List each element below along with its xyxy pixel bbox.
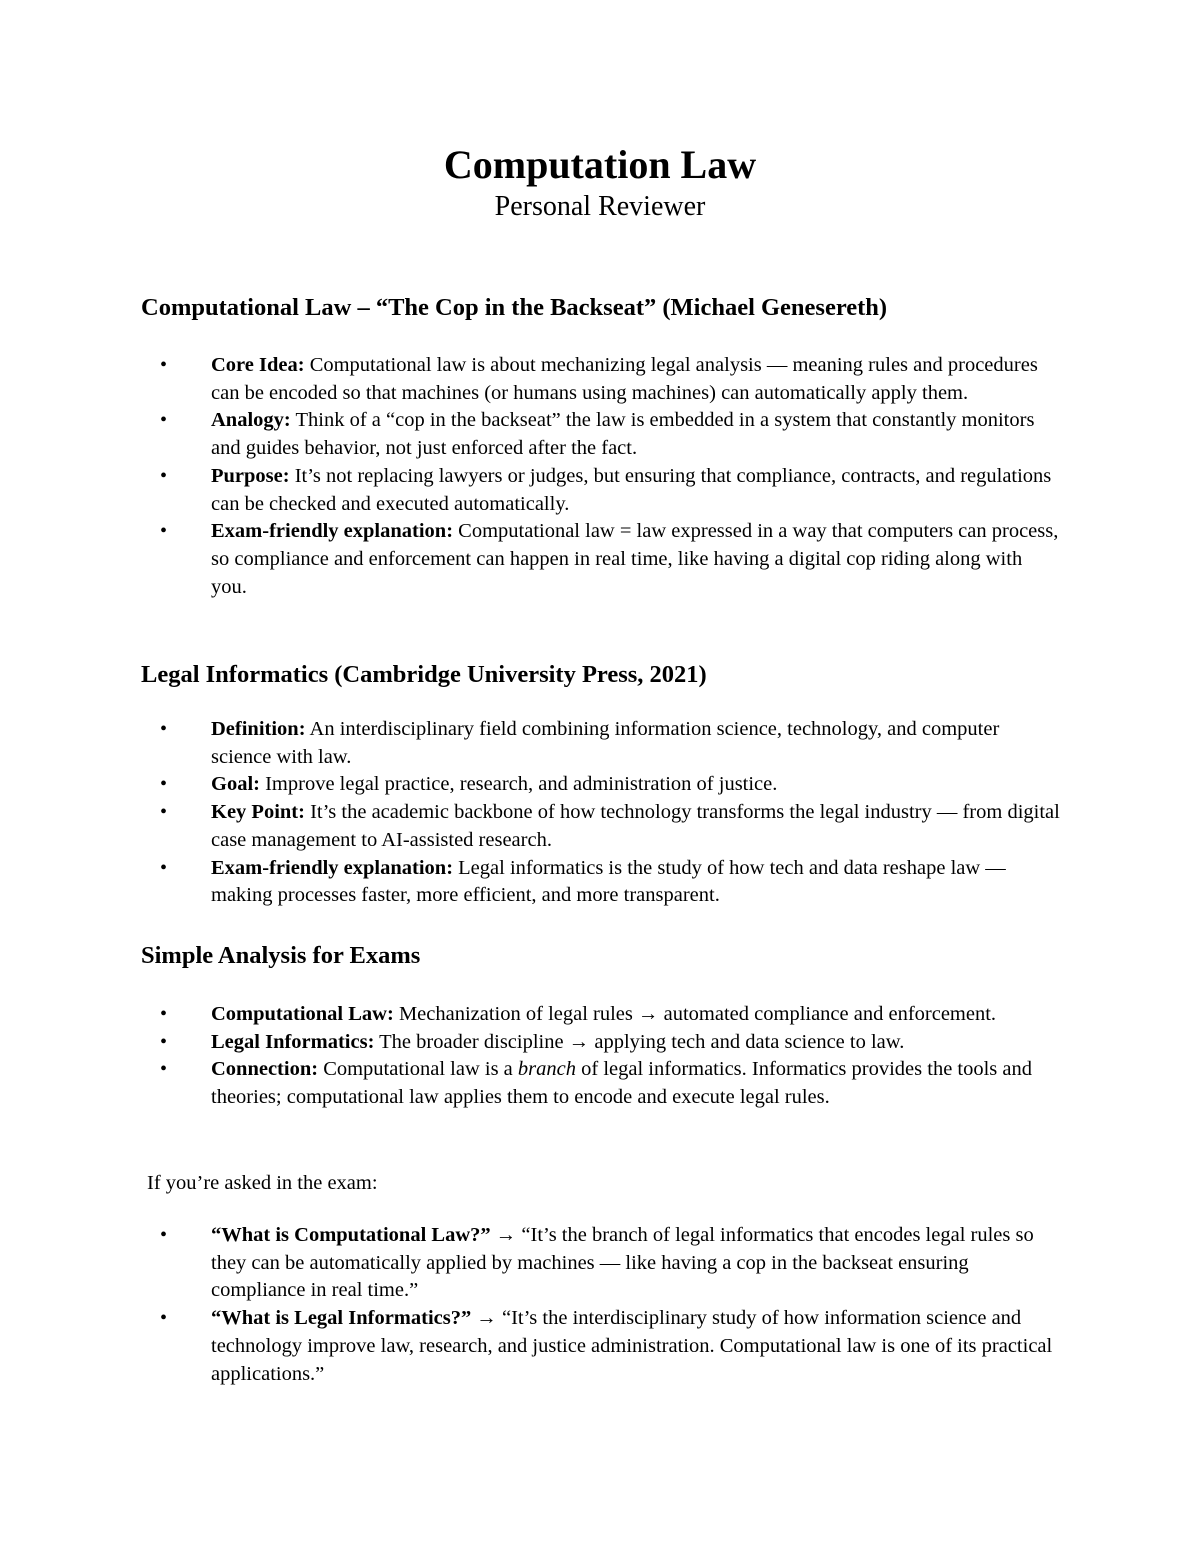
list-item bbox=[0, 799, 1061, 854]
exam-questions-list bbox=[0, 1222, 1200, 1388]
item-label: Exam-friendly explanation: bbox=[211, 856, 454, 879]
item-text-before: Computational law is a bbox=[318, 1058, 518, 1081]
list-item bbox=[0, 407, 1061, 462]
list-item bbox=[0, 1029, 1061, 1057]
list-item bbox=[0, 855, 1061, 910]
item-text: → “It’s the interdisciplinary study of how information science and technology improve law, research, and justice administration. Computational law is one of its practical applications.” bbox=[211, 1307, 1053, 1385]
exam-prompt: If you’re asked in the exam: bbox=[147, 1172, 378, 1194]
document-subtitle: Personal Reviewer bbox=[494, 191, 706, 222]
item-label: Goal: bbox=[211, 773, 260, 796]
bullet-icon: • bbox=[160, 773, 168, 796]
simple-analysis-list bbox=[0, 1001, 1200, 1112]
bullet-icon: • bbox=[160, 354, 168, 376]
section-heading-simple-analysis: Simple Analysis for Exams bbox=[141, 942, 421, 969]
bullet-icon: • bbox=[160, 1058, 168, 1081]
list-item bbox=[0, 1222, 1061, 1305]
legal-informatics-list bbox=[0, 716, 1200, 910]
list-item bbox=[0, 352, 1061, 407]
item-text: of legal informatics. Informatics provides the tools and theories; computational law applies them to encode and execute legal rules. bbox=[211, 1058, 1033, 1109]
section-heading-computational-law: Computational Law – “The Cop in the Backseat” (Michael Genesereth) bbox=[141, 294, 888, 321]
item-label: Purpose: bbox=[211, 464, 290, 487]
item-label: Legal Informatics: bbox=[211, 1030, 375, 1053]
item-label: “What is Computational Law?” bbox=[211, 1224, 491, 1246]
item-text: Mechanization of legal rules → automated compliance and enforcement. bbox=[393, 1003, 997, 1025]
bullet-icon: • bbox=[160, 1003, 168, 1025]
section-heading-legal-informatics: Legal Informatics (Cambridge University Press, 2021) bbox=[141, 661, 707, 688]
bullet-icon: • bbox=[160, 801, 168, 824]
item-label: Key Point: bbox=[211, 801, 305, 824]
item-label: Analogy: bbox=[211, 409, 291, 432]
item-label: Exam-friendly explanation: bbox=[211, 520, 454, 543]
item-text: Improve legal practice, research, and administration of justice. bbox=[259, 773, 778, 796]
item-text: It’s the academic backbone of how technology transforms the legal industry — from digital case management to AI-assisted research. bbox=[211, 801, 1060, 851]
bullet-icon: • bbox=[160, 464, 168, 487]
item-text: The broader discipline → applying tech and data science to law. bbox=[374, 1030, 905, 1053]
bullet-icon: • bbox=[160, 856, 168, 879]
document-title: Computation Law bbox=[443, 142, 757, 187]
item-label: Definition: bbox=[211, 718, 306, 740]
item-text: It’s not replacing lawyers or judges, but ensuring that compliance, contracts, and regulations can be checked and executed automatically. bbox=[211, 464, 1052, 515]
item-text: Think of a “cop in the backseat” the law is embedded in a system that constantly monitors and guides behavior, not just enforced after the fact. bbox=[211, 409, 1035, 460]
bullet-icon: • bbox=[160, 718, 168, 740]
bullet-icon: • bbox=[160, 1030, 168, 1053]
list-item bbox=[0, 1305, 1061, 1388]
list-item bbox=[0, 518, 1061, 601]
item-label: Computational Law: bbox=[211, 1003, 394, 1025]
list-item bbox=[0, 771, 1061, 799]
computational-law-list bbox=[0, 352, 1200, 601]
list-item bbox=[0, 1056, 1061, 1111]
list-item bbox=[0, 1001, 1061, 1029]
item-text: Computational law is about mechanizing legal analysis — meaning rules and procedures can be encoded so that machines (or humans using machines) can automatically apply them. bbox=[211, 354, 1038, 404]
item-text: Legal informatics is the study of how tech and data reshape law — making processes faster, more efficient, and more transparent. bbox=[211, 856, 1006, 907]
bullet-icon: • bbox=[160, 1224, 168, 1246]
item-label: “What is Legal Informatics?” bbox=[211, 1307, 472, 1330]
bullet-icon: • bbox=[160, 520, 168, 543]
list-item bbox=[0, 463, 1061, 518]
bullet-icon: • bbox=[160, 1307, 168, 1330]
item-label: Connection: bbox=[211, 1058, 319, 1081]
item-text: An interdisciplinary field combining information science, technology, and computer science with law. bbox=[211, 718, 1000, 768]
item-label: Core Idea: bbox=[211, 354, 305, 376]
item-emphasis: branch bbox=[517, 1058, 576, 1081]
item-text: Computational law = law expressed in a way that computers can process, so compliance and enforcement can happen in real time, like having a digital cop riding along with you. bbox=[211, 520, 1059, 598]
list-item bbox=[0, 716, 1061, 771]
bullet-icon: • bbox=[160, 409, 168, 432]
item-text: → “It’s the branch of legal informatics that encodes legal rules so they can be automatically applied by machines — like having a cop in the backseat ensuring compliance in real time.” bbox=[211, 1224, 1034, 1302]
